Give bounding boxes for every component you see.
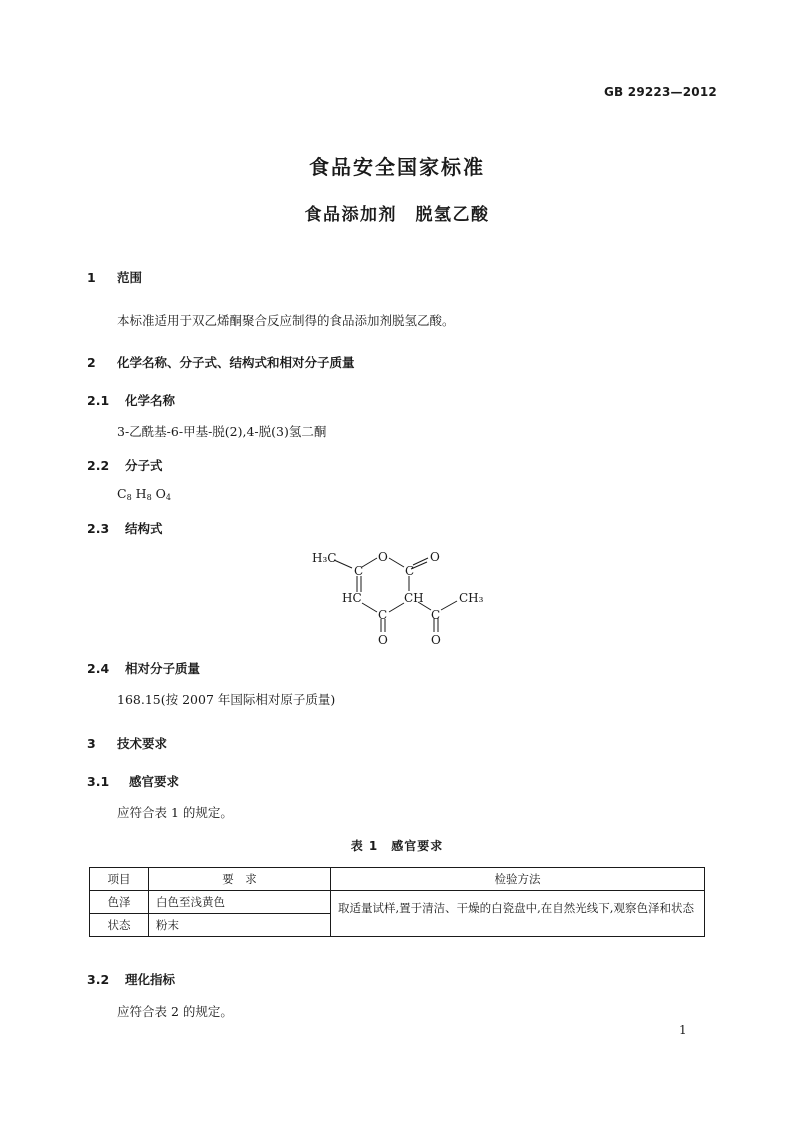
table-cell-method: 取适量试样,置于清洁、干燥的白瓷盘中,在自然光线下,观察色泽和状态 [331, 891, 705, 937]
page-number: 1 [679, 1023, 687, 1037]
section-number: 1 [87, 270, 96, 285]
section-title: 感官要求 [129, 774, 180, 789]
section-title: 技术要求 [117, 736, 168, 751]
structure-label: C [431, 608, 441, 622]
structure-label: C [354, 564, 364, 578]
section-number: 2.4 [87, 661, 110, 676]
section-2-2-heading [87, 456, 163, 474]
structure-label: O [378, 633, 388, 647]
formula-hydrogen: H [135, 486, 147, 501]
section-2-heading [87, 353, 355, 371]
table-cell-requirement: 白色至浅黄色 [149, 891, 331, 914]
table-1-sensory-requirements [89, 867, 705, 937]
formula-oxygen-count: 4 [165, 493, 171, 502]
section-title: 化学名称 [125, 393, 176, 408]
table-1-caption: 表 1 感官要求 [350, 839, 444, 853]
table-cell-item: 状态 [90, 914, 149, 937]
structure-label: H₃C [312, 551, 337, 565]
formula-carbon-count: 8 [126, 493, 132, 502]
structure-label: C [405, 564, 415, 578]
chemical-name: 3-乙酰基-6-甲基-脱(2),4-脱(3)氢二酮 [117, 424, 327, 439]
section-number: 2.2 [87, 458, 110, 473]
section-3-2-text: 应符合表 2 的规定。 [117, 1004, 233, 1019]
section-number: 3.1 [87, 774, 110, 789]
section-1-heading [87, 268, 142, 286]
table-header-cell: 项目 [90, 868, 149, 891]
molecular-formula [117, 486, 171, 502]
table-row [90, 891, 705, 914]
section-title: 分子式 [125, 458, 163, 473]
table-header-row [90, 868, 705, 891]
structure-label: O [430, 550, 440, 564]
structure-label: O [431, 633, 441, 647]
section-3-1-text: 应符合表 1 的规定。 [117, 805, 233, 820]
structure-label: CH [404, 591, 424, 605]
section-number: 2.1 [87, 393, 110, 408]
standard-number: GB 29223—2012 [604, 85, 717, 99]
table-cell-requirement: 粉末 [149, 914, 331, 937]
document-title: 食品安全国家标准 [309, 155, 485, 179]
section-2-1-heading [87, 391, 175, 409]
structure-label: CH₃ [459, 591, 484, 605]
formula-oxygen: O [155, 486, 166, 501]
section-title: 理化指标 [125, 972, 176, 987]
structure-label: O [378, 550, 388, 564]
section-title: 范围 [117, 270, 143, 285]
molecular-mass: 168.15(按 2007 年国际相对原子质量) [117, 692, 336, 707]
structure-label: HC [342, 591, 362, 605]
section-3-1-heading [87, 772, 179, 790]
section-3-2-heading [87, 970, 175, 988]
section-number: 2 [87, 355, 96, 370]
document-subtitle: 食品添加剂 脱氢乙酸 [304, 205, 490, 225]
section-title: 化学名称、分子式、结构式和相对分子质量 [117, 355, 355, 370]
section-2-4-heading [87, 659, 200, 677]
section-2-3-heading [87, 519, 163, 537]
table-cell-item: 色泽 [90, 891, 149, 914]
section-1-text: 本标准适用于双乙烯酮聚合反应制得的食品添加剂脱氢乙酸。 [117, 313, 455, 328]
section-title: 相对分子质量 [125, 661, 201, 676]
section-3-heading [87, 734, 167, 752]
formula-hydrogen-count: 8 [146, 493, 152, 502]
table-header-cell: 检验方法 [331, 868, 705, 891]
section-number: 2.3 [87, 521, 110, 536]
section-number: 3.2 [87, 972, 110, 987]
section-title: 结构式 [125, 521, 163, 536]
structure-label: C [378, 608, 388, 622]
formula-carbon: C [117, 486, 127, 501]
section-number: 3 [87, 736, 96, 751]
structural-formula [300, 540, 500, 650]
table-header-cell: 要 求 [149, 868, 331, 891]
